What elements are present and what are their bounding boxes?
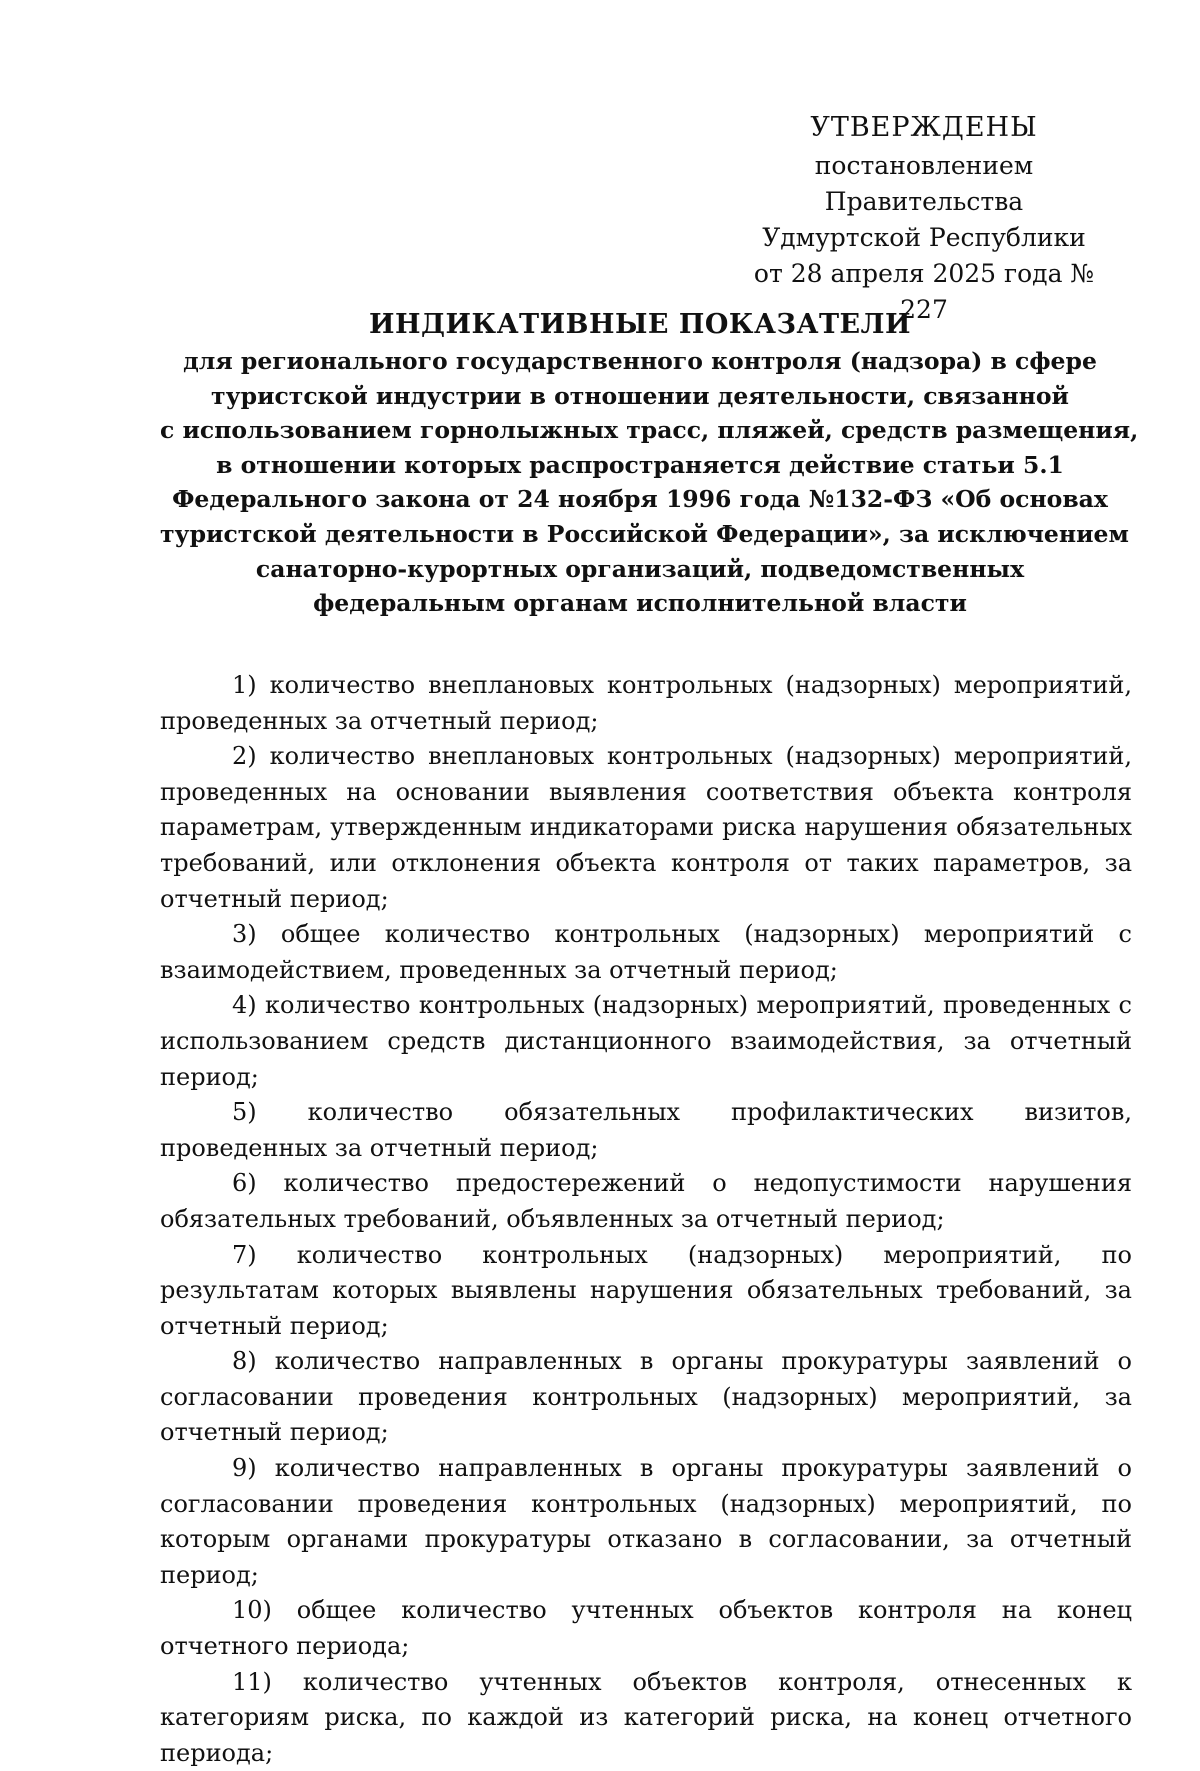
document-title-block [160, 306, 1139, 621]
title-line: туристской индустрии в отношении деятельности, связанной [211, 381, 1069, 410]
title-line: с использованием горнолыжных трасс, пляжей, средств размещения, [160, 416, 1139, 445]
list-item: 11) количество учтенных объектов контроля, отнесенных к категориям риска, по каждой из категорий риска, на конец отчетного периода; [160, 1667, 1132, 1767]
title-line: для регионального государственного контроля (надзора) в сфере [183, 347, 1097, 375]
list-item: 6) количество предостережений о недопустимости нарушения обязательных требований, объявленных за отчетный период; [160, 1169, 1132, 1233]
approval-line-1: постановлением Правительства [814, 151, 1034, 216]
list-item: 3) общее количество контрольных (надзорных) мероприятий с взаимодействием, проведенных за отчетный период; [160, 920, 1132, 984]
approval-stamp [728, 110, 1120, 328]
list-item: 1) количество внеплановых контрольных (надзорных) мероприятий, проведенных за отчетный период; [160, 671, 1132, 735]
title-line: в отношении которых распространяется действие статьи 5.1 [216, 450, 1064, 479]
title-line: федеральным органам исполнительной власти [313, 589, 967, 618]
approval-line-3: от 28 апреля 2025 года № 227 [753, 259, 1095, 324]
approval-heading: УТВЕРЖДЕНЫ [810, 112, 1038, 143]
title-line: Федерального закона от 24 ноября 1996 года №132-ФЗ «Об основах [172, 485, 1108, 514]
indicator-list [160, 668, 1132, 1771]
list-item: 9) количество направленных в органы прокуратуры заявлений о согласовании проведения контрольных (надзорных) мероприятий, по которым органами прокуратуры отказано в согласовании, за отчетный период; [160, 1454, 1132, 1589]
list-item: 10) общее количество учтенных объектов контроля на конец отчетного периода; [160, 1596, 1132, 1661]
document-title: ИНДИКАТИВНЫЕ ПОКАЗАТЕЛИ [368, 309, 912, 340]
list-item: 4) количество контрольных (надзорных) мероприятий, проведенных с использованием средств дистанционного взаимодействия, за отчетный период; [160, 991, 1132, 1091]
approval-line-2: Удмуртской Республики [762, 223, 1086, 252]
title-line: санаторно-курортных организаций, подведомственных [255, 554, 1025, 583]
title-line: туристской деятельности в Российской Федерации», за исключением [160, 519, 1129, 548]
list-item: 7) количество контрольных (надзорных) мероприятий, по результатам которых выявлены нарушения обязательных требований, за отчетный период; [160, 1240, 1132, 1340]
list-item: 2) количество внеплановых контрольных (надзорных) мероприятий, проведенных на основании выявления соответствия объекта контроля параметрам, утвержденным индикаторами риска нарушения обязательных требований, или отклонения объекта контроля от таких параметров, за отчетный период; [160, 742, 1132, 913]
list-item: 5) количество обязательных профилактических визитов, проведенных за отчетный период; [160, 1098, 1132, 1162]
list-item: 8) количество направленных в органы прокуратуры заявлений о согласовании проведения контрольных (надзорных) мероприятий, за отчетный период; [160, 1347, 1132, 1447]
